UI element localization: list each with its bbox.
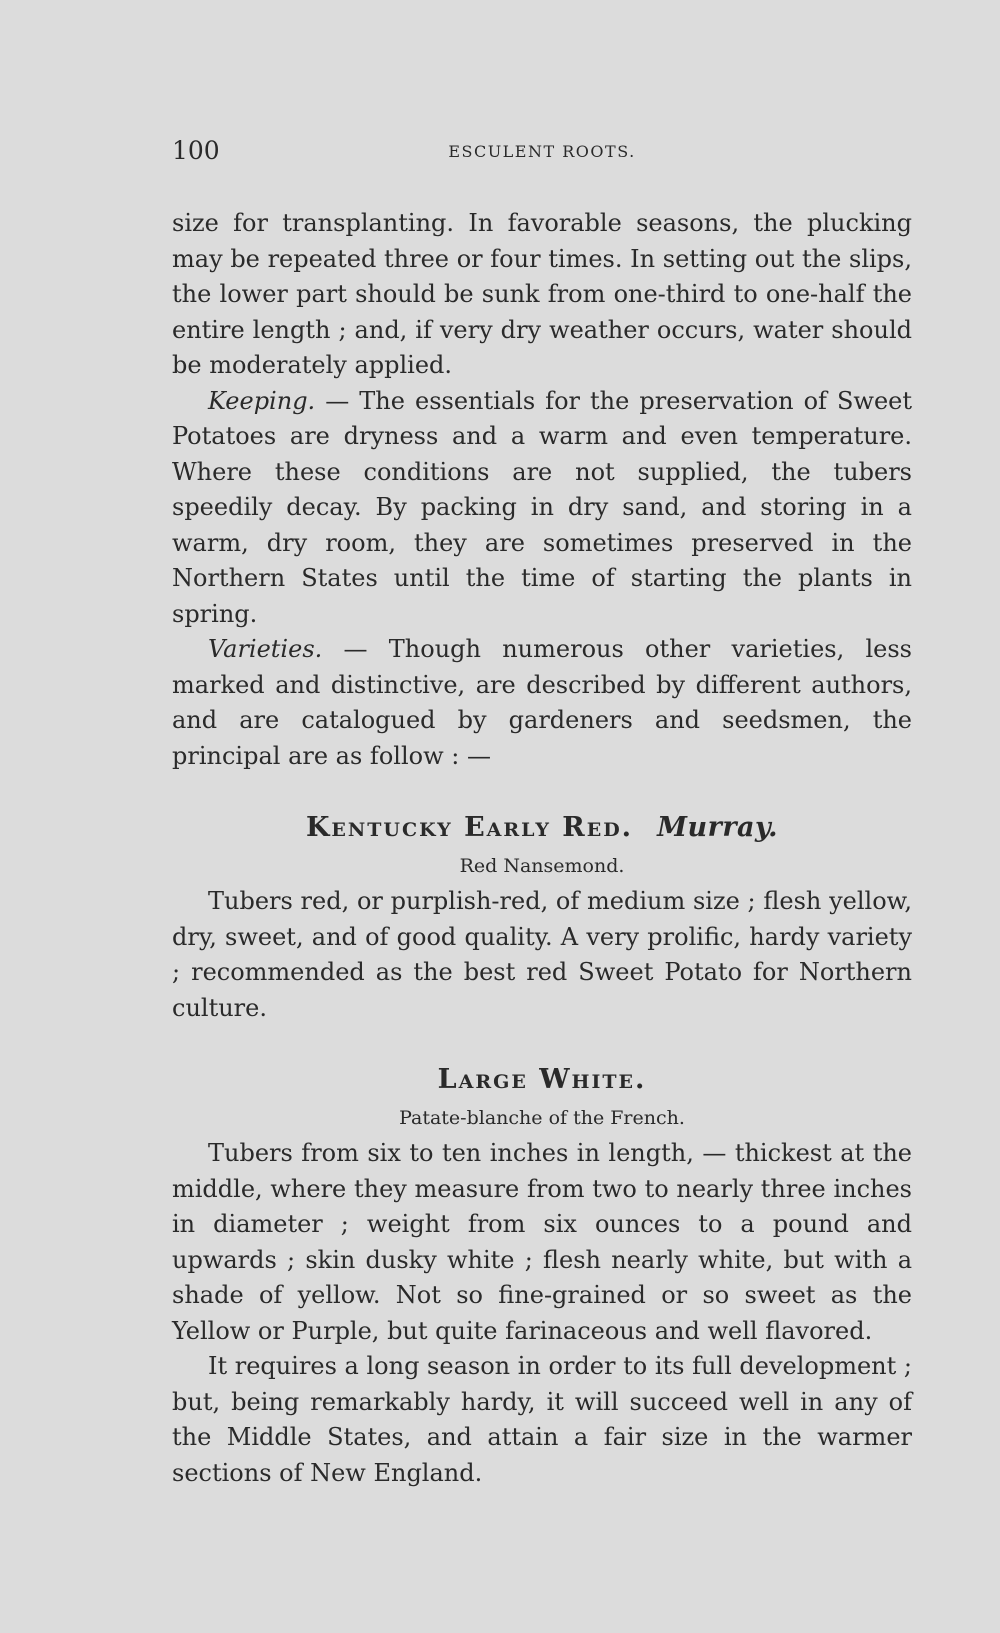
paragraph-transplanting: size for transplanting. In favorable seasons, the plucking may be repeated three or four times. In setting out the slips, the lower part should be sunk from one-third to one-half the entire length ; and, if very dry weather occurs, water should be moderately applied. [172,209,912,379]
paragraph-varieties [172,632,912,774]
variety-name: Large White. [437,1064,647,1095]
varieties-lead: Varieties. [208,635,323,663]
variety-author: Murray. [657,812,779,843]
page-header [172,136,912,176]
body-text [172,206,912,1491]
page-number: 100 [172,136,220,165]
keeping-text: — The essentials for the preservation of Sweet Potatoes are dryness and a warm and even temperature. Where these conditions are not supplied, the tubers speedily decay. By packing in dry sand, and storing in a warm, dry room, they are sometimes preserved in the Northern States until the time of starting the plants in spring. [172,386,912,628]
variety-description: Tubers red, or purplish-red, of medium size ; flesh yellow, dry, sweet, and of good quality. A very prolific, hardy variety ; recommended as the best red Sweet Potato for Northern culture. [172,887,912,1022]
varieties-text: — Though numerous other varieties, less marked and distinctive, are described by different authors, and are catalogued by gardeners and seedsmen, the principal are as follow : — [172,635,912,770]
variety-name: Kentucky Early Red. [305,812,634,843]
variety-description-continued: It requires a long season in order to its full development ; but, being remarkably hardy, it will succeed well in any of the Middle States, and attain a fair size in the warmer sections of New England. [172,1352,912,1487]
keeping-lead: Keeping. [208,386,316,415]
running-head: ESCULENT ROOTS. [448,142,636,161]
variety-synonym: Red Nansemond. [459,855,625,877]
variety-heading-kentucky-early-red [172,774,912,848]
variety-synonym: Patate-blanche of the French. [399,1107,685,1129]
variety-heading-large-white [172,1026,912,1100]
paragraph-keeping [172,384,912,633]
variety-description: Tubers from six to ten inches in length, — thickest at the middle, where they measure from two to nearly three inches in diameter ; weight from six ounces to a pound and upwards ; skin dusky white ; flesh nearly white, but with a shade of yellow. Not so fine-grained or so sweet as the Yellow or Purple, but quite farinaceous and well flavored. [172,1139,912,1345]
